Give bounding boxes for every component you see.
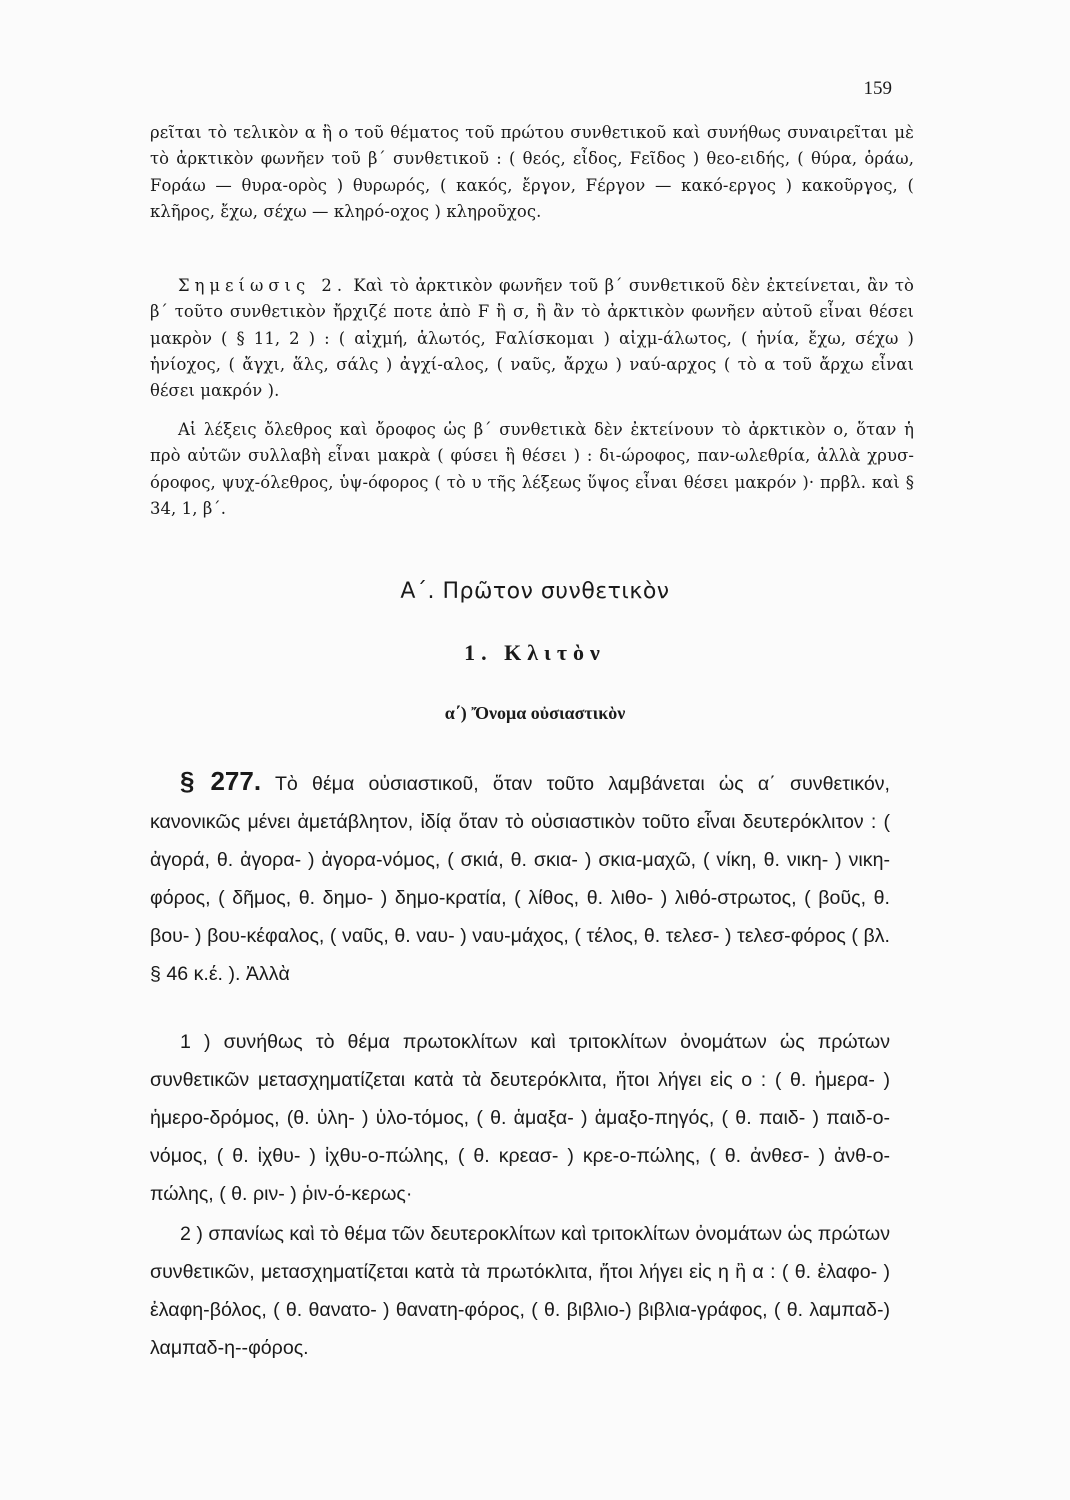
rule-1-paragraph: [150, 1023, 890, 1213]
olethros-orofos-paragraph: [150, 417, 914, 522]
section-heading: Α΄. Πρῶτον συνθετικὸν: [400, 579, 670, 604]
paragraph-continuation: [150, 120, 914, 225]
note-label: Σημείωσις 2.: [178, 276, 348, 295]
paragraph-text: Αἱ λέξεις ὄλεθρος καὶ ὄροφος ὡς β΄ συνθετικὰ δὲν ἐκτείνουν τὸ ἀρκτικὸν ο, ὅταν ἡ πρὸ αὐτῶν συλλαβὴ εἶναι μακρὰ ( φύσει ἢ θέσει ) : δι-ώροφος, παν-ωλεθρία, ἀλλὰ χρυσ-όροφος, ψυχ-όλεθρος, ὑψ-όφορος ( τὸ υ τῆς λέξεως ὕψος εἶναι θέσει μακρόν )· πρβλ. καὶ § 34, 1, β΄.: [150, 420, 914, 518]
rule-1-text: 1 ) συνήθως τὸ θέμα πρωτοκλίτων καὶ τριτοκλίτων ὀνομάτων ὡς πρώτων συνθετικῶν μετασχηματίζεται κατὰ τὰ δευτερόκλιτα, ἤτοι λήγει εἰς ο : ( θ. ἡμερα- ) ἡμερο-δρόμος, (θ. ὑλη- ) ὑλο-τόμος, ( θ. ἁμαξα- ) ἁμαξο-πηγός, ( θ. παιδ- ) παιδ-ο-νόμος, ( θ. ἰχθυ- ) ἰχθυ-ο-πώλης, ( θ. κρεασ- ) κρε-ο-πώλης, ( θ. ἀνθεσ- ) ἀνθ-ο-πώλης, ( θ. ριν- ) ῥιν-ό-κερως·: [150, 1031, 890, 1205]
note-2-paragraph: [150, 273, 914, 404]
paragraph-277-body: Τὸ θέμα οὐσιαστικοῦ, ὅταν τοῦτο λαμβάνεται ὡς α΄ συνθετικόν, κανονικῶς μένει ἀμετάβλητον, ἰδίᾳ ὅταν τὸ οὐσιαστικὸν τοῦτο εἶναι δευτερόκλιτον : ( ἀγορά, θ. ἀγορα- ) ἀγορα-νόμος, ( σκιά, θ. σκια- ) σκια-μαχῶ, ( νίκη, θ. νικη- ) νικη-φόρος, ( δῆμος, θ. δημο- ) δημο-κρατία, ( λίθος, θ. λιθο- ) λιθό-στρωτος, ( βοῦς, θ. βου- ) βου-κέφαλος, ( ναῦς, θ. ναυ- ) ναυ-μάχος, ( τέλος, θ. τελεσ- ) τελεσ-φόρος ( βλ. § 46 κ.έ. ). Ἀλλὰ: [150, 773, 890, 985]
rule-2-text: 2 ) σπανίως καὶ τὸ θέμα τῶν δευτεροκλίτων καὶ τριτοκλίτων ὀνομάτων ὡς πρώτων συνθετικῶν, μετασχηματίζεται κατὰ τὰ πρωτόκλιτα, ἤτοι λήγει εἰς η ἢ α : ( θ. ἐλαφο- ) ἐλαφη-βόλος, ( θ. θανατο- ) θανατη-φόρος, ( θ. βιβλιο-) βιβλια-γράφος, ( θ. λαμπαδ-) λαμπαδ-η--φόρος.: [150, 1223, 890, 1359]
rule-2-paragraph: [150, 1215, 890, 1367]
page-number: 159: [863, 78, 892, 99]
subsubsection-heading: α΄) Ὄνομα οὐσιαστικὸν: [444, 703, 626, 723]
paragraph-text: ρεῖται τὸ τελικὸν α ἢ ο τοῦ θέματος τοῦ πρώτου συνθετικοῦ καὶ συνήθως συναιρεῖται μὲ τὸ ἀρκτικὸν φωνῆεν τοῦ β΄ συνθετικοῦ : ( θεός, εἶδος, Fεῖδος ) θεο-ειδής, ( θύρα, ὁράω, Fοράω — θυρα-ορὸς ) θυρωρός, ( κακός, ἔργον, Fέργον — κακό-εργος ) κακοῦργος, ( κλῆρος, ἔχω, σέχω — κληρό-οχος ) κληροῦχος.: [150, 123, 914, 221]
subsection-heading: 1. Κλιτὸν: [464, 640, 606, 665]
section-number: § 277.: [180, 766, 262, 796]
note-2-text: [150, 273, 914, 404]
paragraph-277-text: [150, 762, 890, 993]
paragraph-277: [150, 762, 890, 993]
note-body: Καὶ τὸ ἀρκτικὸν φωνῆεν τοῦ β΄ συνθετικοῦ δὲν ἐκτείνεται, ἂν τὸ β΄ τοῦτο συνθετικὸν ἤρχιζέ ποτε ἀπὸ F ἢ σ, ἢ ἂν τὸ ἀρκτικὸν φωνῆεν αὐτοῦ εἶναι θέσει μακρὸν ( § 11, 2 ) : ( αἰχμή, ἁλωτός, Fαλίσκομαι ) αἰχμ-άλωτος, ( ἡνία, ἔχω, σέχω ) ἡνίοχος, ( ἄγχι, ἅλς, σάλς ) ἀγχί-αλος, ( ναῦς, ἄρχω ) ναύ-αρχος ( τὸ α τοῦ ἄρχω εἶναι θέσει μακρόν ).: [150, 276, 914, 401]
